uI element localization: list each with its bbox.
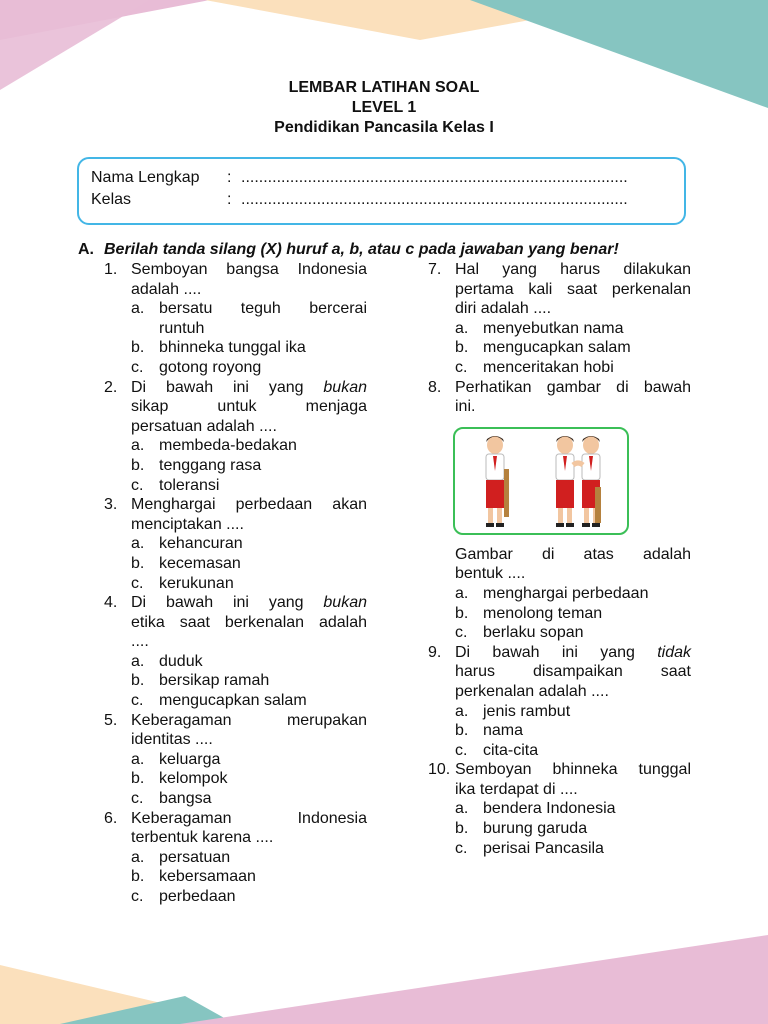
option-a[interactable]: a. menyebutkan nama bbox=[455, 319, 624, 337]
student-identity-box bbox=[77, 157, 686, 225]
question-1: 1. Semboyan bangsa Indonesia adalah .... a. bersatu teguh bercerai runtuh b. bhinneka tunggal ika c. gotong royong bbox=[104, 261, 367, 376]
option-c[interactable]: c. mengucapkan salam bbox=[131, 692, 307, 710]
question-text: Di bawah ini yang bukan bbox=[131, 594, 367, 612]
handshake bbox=[573, 463, 583, 465]
option-c[interactable]: c. berlaku sopan bbox=[455, 624, 584, 642]
question-text: Hal yang harus dilakukan bbox=[455, 261, 691, 278]
option-b[interactable]: b. nama bbox=[455, 722, 524, 740]
question-text: Di bawah ini yang tidak bbox=[455, 643, 691, 661]
student-figure-middle bbox=[556, 436, 574, 527]
option-c[interactable]: c. menceritakan hobi bbox=[455, 358, 614, 376]
class-blank[interactable]: ....................................................................................... bbox=[241, 191, 628, 208]
question-10: 10. Semboyan bhinneka tunggal ika terdapat di .... a. bendera Indonesia b. burung garuda c. perisai Pancasila bbox=[428, 761, 691, 857]
question-text: Semboyan bhinneka tunggal bbox=[455, 761, 691, 779]
question-8-image bbox=[453, 427, 629, 535]
option-c[interactable]: c. perisai Pancasila bbox=[455, 839, 604, 857]
option-a[interactable]: a. kehancuran bbox=[131, 535, 243, 553]
option-a[interactable]: a. jenis rambut bbox=[455, 702, 571, 720]
worksheet-header bbox=[0, 78, 768, 138]
question-5: 5. Keberagaman merupakan identitas .... a. keluarga b. kelompok c. bangsa bbox=[104, 711, 367, 808]
option-b[interactable]: b. kecemasan bbox=[131, 554, 241, 572]
option-b[interactable]: b. menolong teman bbox=[455, 604, 603, 622]
name-field-row[interactable]: Nama Lengkap : ....................................................................................... bbox=[91, 169, 628, 186]
option-c[interactable]: c. toleransi bbox=[131, 476, 220, 494]
worksheet-level: LEVEL 1 bbox=[351, 99, 417, 116]
instruction-text: Berilah tanda silang (X) huruf a, b, atau c pada jawaban yang benar! bbox=[104, 241, 619, 258]
question-text: Keberagaman merupakan bbox=[131, 711, 367, 729]
option-b[interactable]: b. burung garuda bbox=[455, 820, 588, 838]
option-b[interactable]: b. kelompok bbox=[131, 770, 228, 788]
option-a[interactable]: a. bersatu teguh bercerai bbox=[131, 300, 367, 318]
question-4: 4. Di bawah ini yang bukan etika saat berkenalan adalah .... a. duduk b. bersikap ramah c. mengucapkan salam bbox=[104, 594, 367, 710]
option-b[interactable]: b. bersikap ramah bbox=[131, 672, 270, 690]
worksheet-subject: Pendidikan Pancasila Kelas I bbox=[274, 119, 494, 136]
option-c[interactable]: c. kerukunan bbox=[131, 574, 234, 592]
question-text: Semboyan bangsa Indonesia bbox=[131, 261, 367, 278]
option-b[interactable]: b. kebersamaan bbox=[131, 868, 256, 886]
option-a[interactable]: a. keluarga bbox=[131, 750, 221, 768]
question-text: Keberagaman Indonesia bbox=[131, 809, 367, 827]
option-a[interactable]: a. menghargai perbedaan bbox=[455, 584, 649, 602]
student-figure-right bbox=[582, 436, 601, 527]
option-a[interactable]: a. persatuan bbox=[131, 848, 231, 866]
questions-left-column bbox=[104, 260, 367, 907]
section-instruction bbox=[78, 240, 619, 260]
question-text: Perhatikan gambar di bawah bbox=[455, 378, 691, 396]
option-a[interactable]: a. membeda-bedakan bbox=[131, 437, 297, 455]
option-a[interactable]: a. bendera Indonesia bbox=[455, 800, 616, 818]
option-a[interactable]: a. duduk bbox=[131, 652, 203, 670]
question-text: Di bawah ini yang bukan bbox=[131, 378, 367, 396]
name-label: Nama Lengkap bbox=[91, 169, 200, 186]
students-shaking-hands-illustration bbox=[455, 429, 627, 533]
class-label: Kelas bbox=[91, 191, 132, 208]
option-b[interactable]: b. bhinneka tunggal ika bbox=[131, 339, 306, 357]
question-7: 7. Hal yang harus dilakukan pertama kali saat perkenalan diri adalah .... a. menyebutkan nama b. mengucapkan salam c. menceritakan hobi bbox=[428, 261, 691, 376]
question-6: 6. Keberagaman Indonesia terbentuk karena .... a. persatuan b. kebersamaan c. perbedaan bbox=[104, 809, 367, 905]
question-8: 8. Perhatikan gambar di bawah ini. Gambar di atas adalah bentuk .... a. menghargai perbedaan b. menolong teman c. berlaku sopan bbox=[428, 378, 691, 642]
question-2: 2. Di bawah ini yang bukan sikap untuk menjaga persatuan adalah .... a. membeda-bedakan b. tenggang rasa c. toleransi bbox=[104, 378, 367, 494]
question-3: 3. Menghargai perbedaan akan menciptakan .... a. kehancuran b. kecemasan c. kerukunan bbox=[104, 496, 367, 592]
option-c[interactable]: c. gotong royong bbox=[131, 358, 262, 376]
option-c[interactable]: c. bangsa bbox=[131, 790, 212, 808]
question-text: Menghargai perbedaan akan bbox=[131, 496, 367, 514]
section-letter: A. bbox=[78, 241, 94, 258]
worksheet-title: LEMBAR LATIHAN SOAL bbox=[288, 79, 480, 96]
question-9: 9. Di bawah ini yang tidak harus disampaikan saat perkenalan adalah .... a. jenis rambut b. nama c. cita-cita bbox=[428, 643, 691, 759]
student-figure-left bbox=[486, 436, 509, 527]
questions-right-column bbox=[428, 260, 691, 858]
option-c[interactable]: c. perbedaan bbox=[131, 888, 236, 905]
option-b[interactable]: b. tenggang rasa bbox=[131, 456, 262, 474]
option-b[interactable]: b. mengucapkan salam bbox=[455, 339, 631, 357]
option-c[interactable]: c. cita-cita bbox=[455, 741, 539, 759]
name-blank[interactable]: ....................................................................................... bbox=[241, 169, 628, 186]
class-field-row[interactable]: Kelas : ....................................................................................... bbox=[91, 191, 628, 208]
